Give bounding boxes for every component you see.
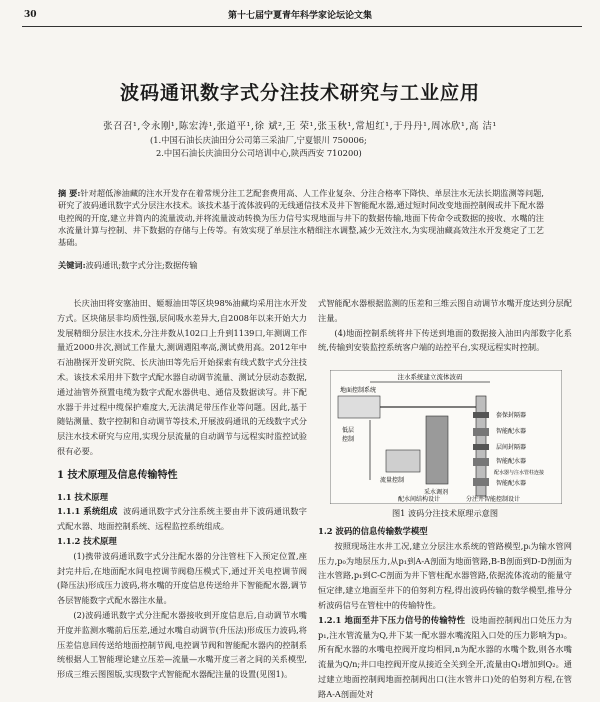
- fig-well-label: 采水调剂: [424, 489, 449, 496]
- fig-label-distributor-3: 智能配水器: [496, 480, 527, 487]
- fig-bottom-right: 分注井智能控制设计: [466, 496, 521, 503]
- right-column-top: [318, 296, 572, 355]
- principle-paragraph-2: (2)波码通讯数字式分注配水器接收到开度信息后,自动调节水嘴开度并监测水嘴前后压差,通过水嘴自动调节(升压法)形成压力波码,将压差信息回传送给地面控制节阀,电控调节阀和智能配水器内的控制系统根据人工智能理论建立压差—流量—水嘴开度三者之间的关系模型,形成三维云图图版,实现数字式智能配水器配注量的设置(见图1)。: [57, 609, 307, 680]
- distributor-1: [473, 428, 489, 436]
- header-rule: [22, 26, 582, 27]
- subsection-1-2-1-text: 设地面控制阀出口处压力为p₁,注水管流量为Q,井下某一配水器水嘴流阻入口处的压力影响为p₃。所有配水器的水嘴电控阀开度均相同,n为配水器的水嘴个数,则各水嘴流量为Q/n;井口电控阀开度从接近全关到全开,流量由Q₁增加到Q₂。通过建立地面控制阀地面控制阀出口(注水管井口)处的伯努利方程,在管路A-A剖面处对: [318, 614, 572, 699]
- keywords-label: 关键词:: [58, 260, 86, 270]
- fig-top-label: 注水系统建立流体波码: [397, 373, 463, 381]
- abstract-label: 摘 要:: [58, 188, 81, 198]
- distributor-3: [473, 478, 489, 486]
- figure-1-caption: 图1 波码分注技术原理示意图: [391, 508, 499, 518]
- running-header: 第十七届宁夏青年科学家论坛论文集: [227, 11, 372, 21]
- fig-label-connection: 配水器与注水管柱连接: [494, 470, 545, 476]
- subsection-1-2-heading: 1.2 波码的信息传输数学模型: [318, 526, 428, 536]
- fig-label-distributor-2: 智能配水器: [496, 458, 527, 465]
- affiliation-1: (1.中国石油长庆油田分公司第三采油厂,宁夏银川 750006;: [150, 135, 367, 145]
- subsection-1-2-1-title: 1.2.1 地面至井下压力信号的传输特性: [318, 614, 466, 625]
- abstract: [58, 187, 544, 248]
- model-paragraph: 按照现场注水井工况,建立分层注水系统的管路模型,pᵢ为输水管网压力,p₀为地层压力,从p₁到A-A剖面为地面管路,B-B剖面到D-D剖面为注水管路,p₁到C-C剖面为井下管柱配水器管路,依据流体流动的能量守恒定律,建立地面至井下的伯努利方程,得出波码传输的数学模型,推导分析波码信号在管柱中的传输特性。: [318, 540, 572, 610]
- fig-left-top: 地面控制系统: [340, 387, 377, 394]
- fig-bottom-left: 流量控制: [380, 477, 405, 484]
- fig-label-packer-1: 套保封隔器: [496, 412, 527, 419]
- affiliations: [150, 134, 470, 160]
- section-1-heading: 1 技术原理及信息传输特性: [57, 469, 178, 481]
- subsection-1-1-2-heading: 1.1.2 技术原理: [57, 535, 117, 546]
- subsection-1-1-1-title: 1.1.1 系统组成: [57, 506, 118, 517]
- fig-bottom-center: 配水间结构设计: [398, 496, 441, 503]
- fig-label-packer-2: 层间封隔器: [496, 444, 527, 451]
- flow-control-icon: [386, 450, 420, 472]
- affiliation-2: 2.中国石油长庆油田分公司培训中心,陕西西安 710200): [156, 148, 362, 158]
- distributor-2: [473, 458, 489, 466]
- page-number: 30: [24, 10, 37, 20]
- keywords-text: 波码通讯;数字式分注;数据传输: [85, 260, 198, 270]
- figure-1-diagram: [330, 370, 562, 504]
- keywords: [58, 260, 544, 271]
- right-column-bottom: [318, 524, 572, 702]
- subsection-1-1-1-text: 波码通讯数字式分注系统主要由井下波码通讯数字式配水器、地面控制系统、远程监控系统组成。: [57, 506, 307, 532]
- paper-title: 波码通讯数字式分注技术研究与工业应用: [119, 82, 480, 104]
- subsection-1-1-heading: 1.1 技术原理: [57, 491, 108, 502]
- control-room-icon: [338, 396, 380, 418]
- figure-1: [330, 370, 562, 504]
- author-list: 张召召¹,令永刚¹,陈宏涛¹,张道平¹,徐 斌²,王 荣¹,张玉秋¹,常旭红¹,于丹丹¹,周冰欣¹,高 洁¹: [103, 121, 497, 132]
- packer-1: [473, 412, 489, 418]
- subsection-1-2-1: [318, 613, 572, 702]
- intro-paragraph: 长庆油田将安塞油田、姬塬油田等区块98%油藏均采用注水开发方式。区块储层非均质性强,层间吸水差异大,自2008年以来开始大力发展精细分层注水技术,分注井数从102口上升到1139口,年测调工作量近2000井次,测试工作量大,测调遇阻率高,测试费用高。2012年中石油勘探开发研究院、长庆油田等先后开始探索有线式数字式分注技术。该技术采用井下数字式配水器自动调节流量、测试分层动态数据,通过油管外预置电缆为数字式配水器供电、通信及数据读写。井下配水器于井过程中缆保护难度大,无法满足带压作业等问题。因此,基于随钻测量、数字控制和自动调节等技术,开展波码通讯的无线数字式分层注水技术研究与应用,实现分层流量的自动调节与远程实时监控试验很有必要。: [57, 298, 307, 456]
- abstract-text: 针对超低渗油藏的注水开发存在着常规分注工艺配套费用高、人工作业复杂、分注合格率下降快、单层注水无法长期监测等问题,研究了波码通讯数字式分层注水技术。该技术基于流体波码的无线通信技术及井下智能配水器,通过短时间改变地面控制阀或井下配水器电控阀的开度,建立井筒内的流量波动,并将流量波动转换为压力信号实现地面与井下的数据传输,地面下传命令或数据的接收、水嘴的注水流量计算与控制、井下数据的存储与上传等。有效实现了单层注水精细注水调整,减少无效注水,为实现油藏高效注水开发奠定了工艺基础。: [58, 188, 545, 248]
- packer-2: [473, 444, 489, 450]
- fig-left-mid1: 低层: [342, 427, 355, 434]
- fig-left-mid2: 控制: [342, 436, 355, 443]
- fig-label-distributor-1: 智能配水器: [496, 428, 527, 435]
- water-well-icon: [426, 416, 448, 484]
- principle-paragraph-4: (4)地面控制系统将井下传送到地面的数据接入油田内部数字化系统,传输到安装监控系统客户端的站控平台,实现远程实时控制。: [318, 327, 572, 353]
- principle-paragraph-3: 式智能配水器根据监测的压差和三维云图自动调节水嘴开度达到分层配注量。: [318, 298, 572, 323]
- subsection-1-1-1: [57, 504, 307, 534]
- left-column: [57, 296, 307, 682]
- principle-paragraph-1: (1)携带波码通讯数字式分注配水器的分注管柱下入预定位置,座封完井后,在地面配水间电控调节阀稳压模式下,通过开关电控调节阀(降压法)形成压力波码,将水嘴的开度信息传送给井下智能配水器,调节各层智能数字式配水器注水量。: [57, 550, 307, 606]
